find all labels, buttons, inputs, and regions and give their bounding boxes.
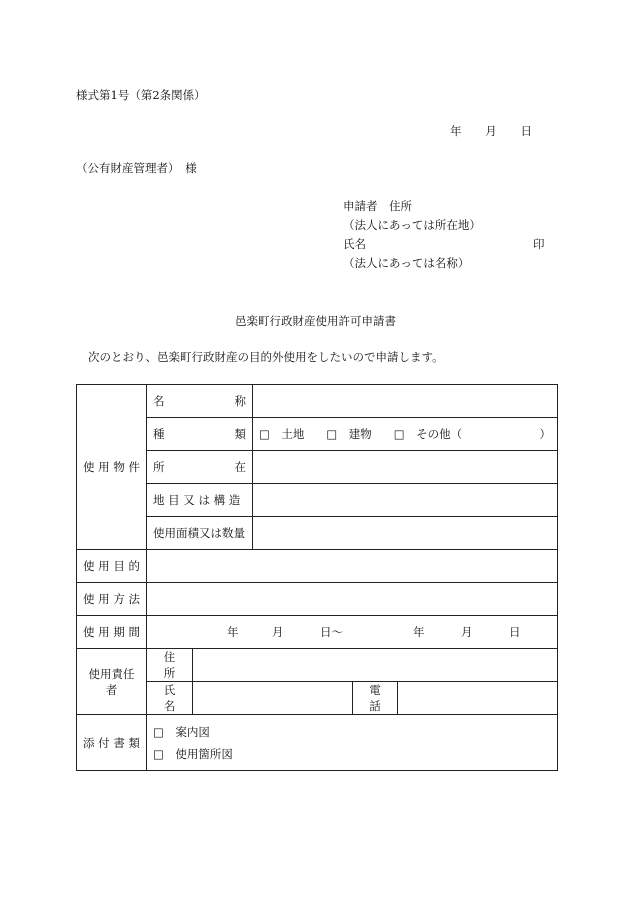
row-purpose: [77, 550, 558, 583]
intro-text: 次のとおり、邑楽町行政財産の目的外使用をしたいので申請します。: [88, 350, 444, 364]
row-property-location: [77, 451, 558, 484]
application-table: [76, 384, 558, 771]
method-label: 使 用 方 法: [77, 583, 147, 616]
applicant-name-label: 氏名: [343, 237, 366, 251]
applicant-address-label: 申請者 住所: [343, 199, 412, 213]
row-property-area: [77, 517, 558, 550]
checkbox-usage-location-map[interactable]: □ 使用箇所図: [153, 746, 233, 761]
property-label: 使 用 物 件: [77, 385, 147, 550]
period-end-day: 日: [509, 625, 521, 639]
document-title: 邑楽町行政財産使用許可申請書: [235, 314, 396, 328]
date-year: 年: [450, 124, 462, 138]
period-label: 使 用 期 間: [77, 616, 147, 649]
area-label: 使用面積又は数量: [147, 517, 253, 550]
resp-name-field[interactable]: [193, 682, 353, 715]
seal-mark: 印: [533, 237, 545, 251]
row-attachments: [77, 715, 558, 771]
name-label: 名 称: [147, 385, 253, 418]
resp-address-label: 住 所: [147, 649, 193, 682]
checkbox-building[interactable]: □ 建物: [326, 427, 372, 441]
phone-label: 電 話: [353, 682, 398, 715]
category-label: 地 目 又 は 構 造: [147, 484, 253, 517]
row-property-name: [77, 385, 558, 418]
period-start-month: 月: [272, 625, 284, 639]
resp-address-field[interactable]: [193, 649, 558, 682]
location-field[interactable]: [253, 451, 558, 484]
form-id: 様式第1号（第2条関係）: [76, 88, 206, 102]
date-line: [450, 123, 532, 139]
attachments-field: [147, 715, 558, 771]
period-start-year: 年: [227, 625, 239, 639]
checkbox-other[interactable]: □ その他（: [393, 427, 463, 441]
row-method: [77, 583, 558, 616]
applicant-address-note: （法人にあっては所在地）: [343, 218, 481, 232]
area-field[interactable]: [253, 517, 558, 550]
attachments-label: 添 付 書 類: [77, 715, 147, 771]
period-end-year: 年: [413, 625, 425, 639]
date-day: 日: [520, 124, 532, 138]
row-property-type: [77, 418, 558, 451]
resp-name-label: 氏 名: [147, 682, 193, 715]
applicant-name-note: （法人にあっては名称）: [343, 256, 470, 270]
purpose-field[interactable]: [147, 550, 558, 583]
phone-field[interactable]: [398, 682, 558, 715]
purpose-label: 使 用 目 的: [77, 550, 147, 583]
row-responsible-name: [77, 682, 558, 715]
period-field[interactable]: [147, 616, 558, 649]
checkbox-map[interactable]: □ 案内図: [153, 724, 210, 739]
row-period: [77, 616, 558, 649]
location-label: 所 在: [147, 451, 253, 484]
date-month: 月: [485, 124, 497, 138]
method-field[interactable]: [147, 583, 558, 616]
checkbox-land[interactable]: □ 土地: [259, 427, 305, 441]
row-responsible-address: [77, 649, 558, 682]
category-field[interactable]: [253, 484, 558, 517]
other-close-paren: ）: [539, 427, 552, 441]
responsible-label: 使用責任者: [77, 649, 147, 715]
row-property-category: [77, 484, 558, 517]
period-start-day: 日～: [320, 625, 343, 639]
addressee: （公有財産管理者） 様: [76, 161, 197, 175]
name-field[interactable]: [253, 385, 558, 418]
type-options: [253, 418, 558, 451]
type-label: 種 類: [147, 418, 253, 451]
period-end-month: 月: [461, 625, 473, 639]
